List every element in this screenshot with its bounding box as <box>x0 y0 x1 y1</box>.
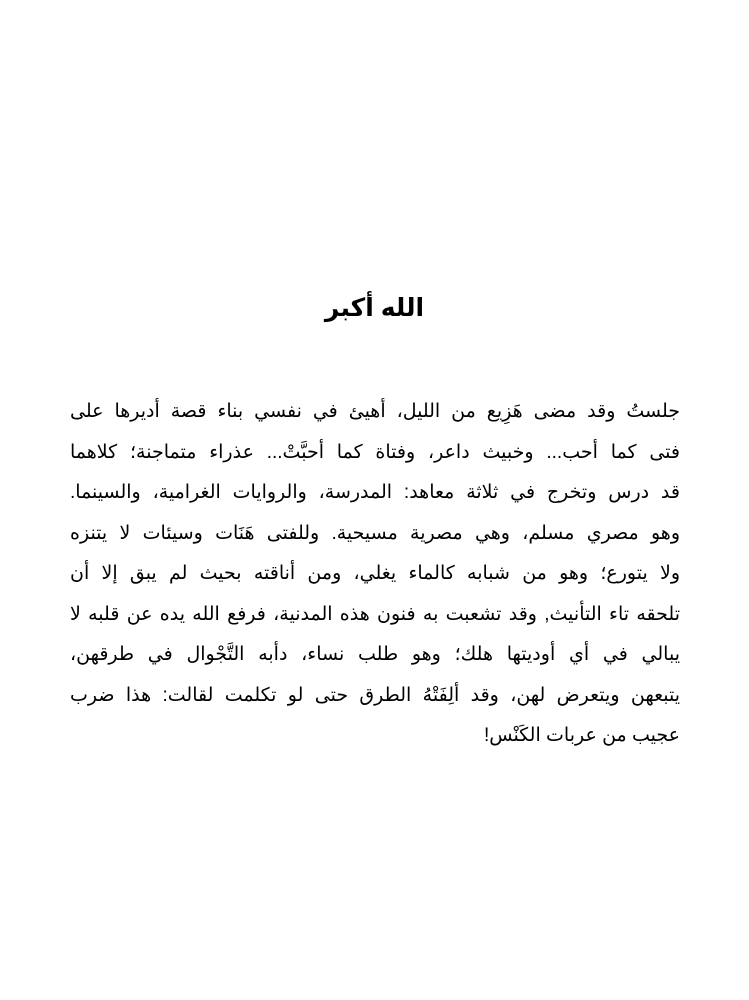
paragraph-line: يتبعهن ويتعرض لهن، وقد ألِفَتْهُ الطرق حتى لو تكلمت لقالت: هذا ضرب <box>70 684 680 706</box>
paragraph-line: جلستُ وقد مضى هَزِيع من الليل، أهيئ في نفسي بناء قصة أديرها على <box>70 401 680 422</box>
paragraph-line: تلحقه تاء التأنيث, وقد تشعبت به فنون هذه المدنية، فرفع الله يده عن قلبه لا <box>70 603 680 625</box>
story-paragraph <box>70 392 680 757</box>
paragraph-line: وهو مصري مسلم، وهي مصرية مسيحية. وللفتى هَنَات وسيئات لا يتنزه <box>70 522 680 544</box>
paragraph-line: يبالي في أي أوديتها هلك؛ وهو طلب نساء، دأبه التَّجْوال في طرقهن، <box>70 644 680 665</box>
paragraph-line: فتى كما أحب... وخبيث داعر، وفتاة كما أحبَّتْ... عذراء متماجنة؛ كلاهما <box>70 441 680 463</box>
paragraph-line: عجيب من عربات الكَنْس! <box>483 725 680 746</box>
page-title: الله أكبر <box>324 294 425 322</box>
paragraph-line: قد درس وتخرج في ثلاثة معاهد: المدرسة، والروايات الغرامية، والسينما. <box>70 482 680 503</box>
paragraph-line: ولا يتورع؛ وهو من شبابه كالماء يغلي، ومن أناقته بحيث لم يبق إلا أن <box>70 563 680 584</box>
